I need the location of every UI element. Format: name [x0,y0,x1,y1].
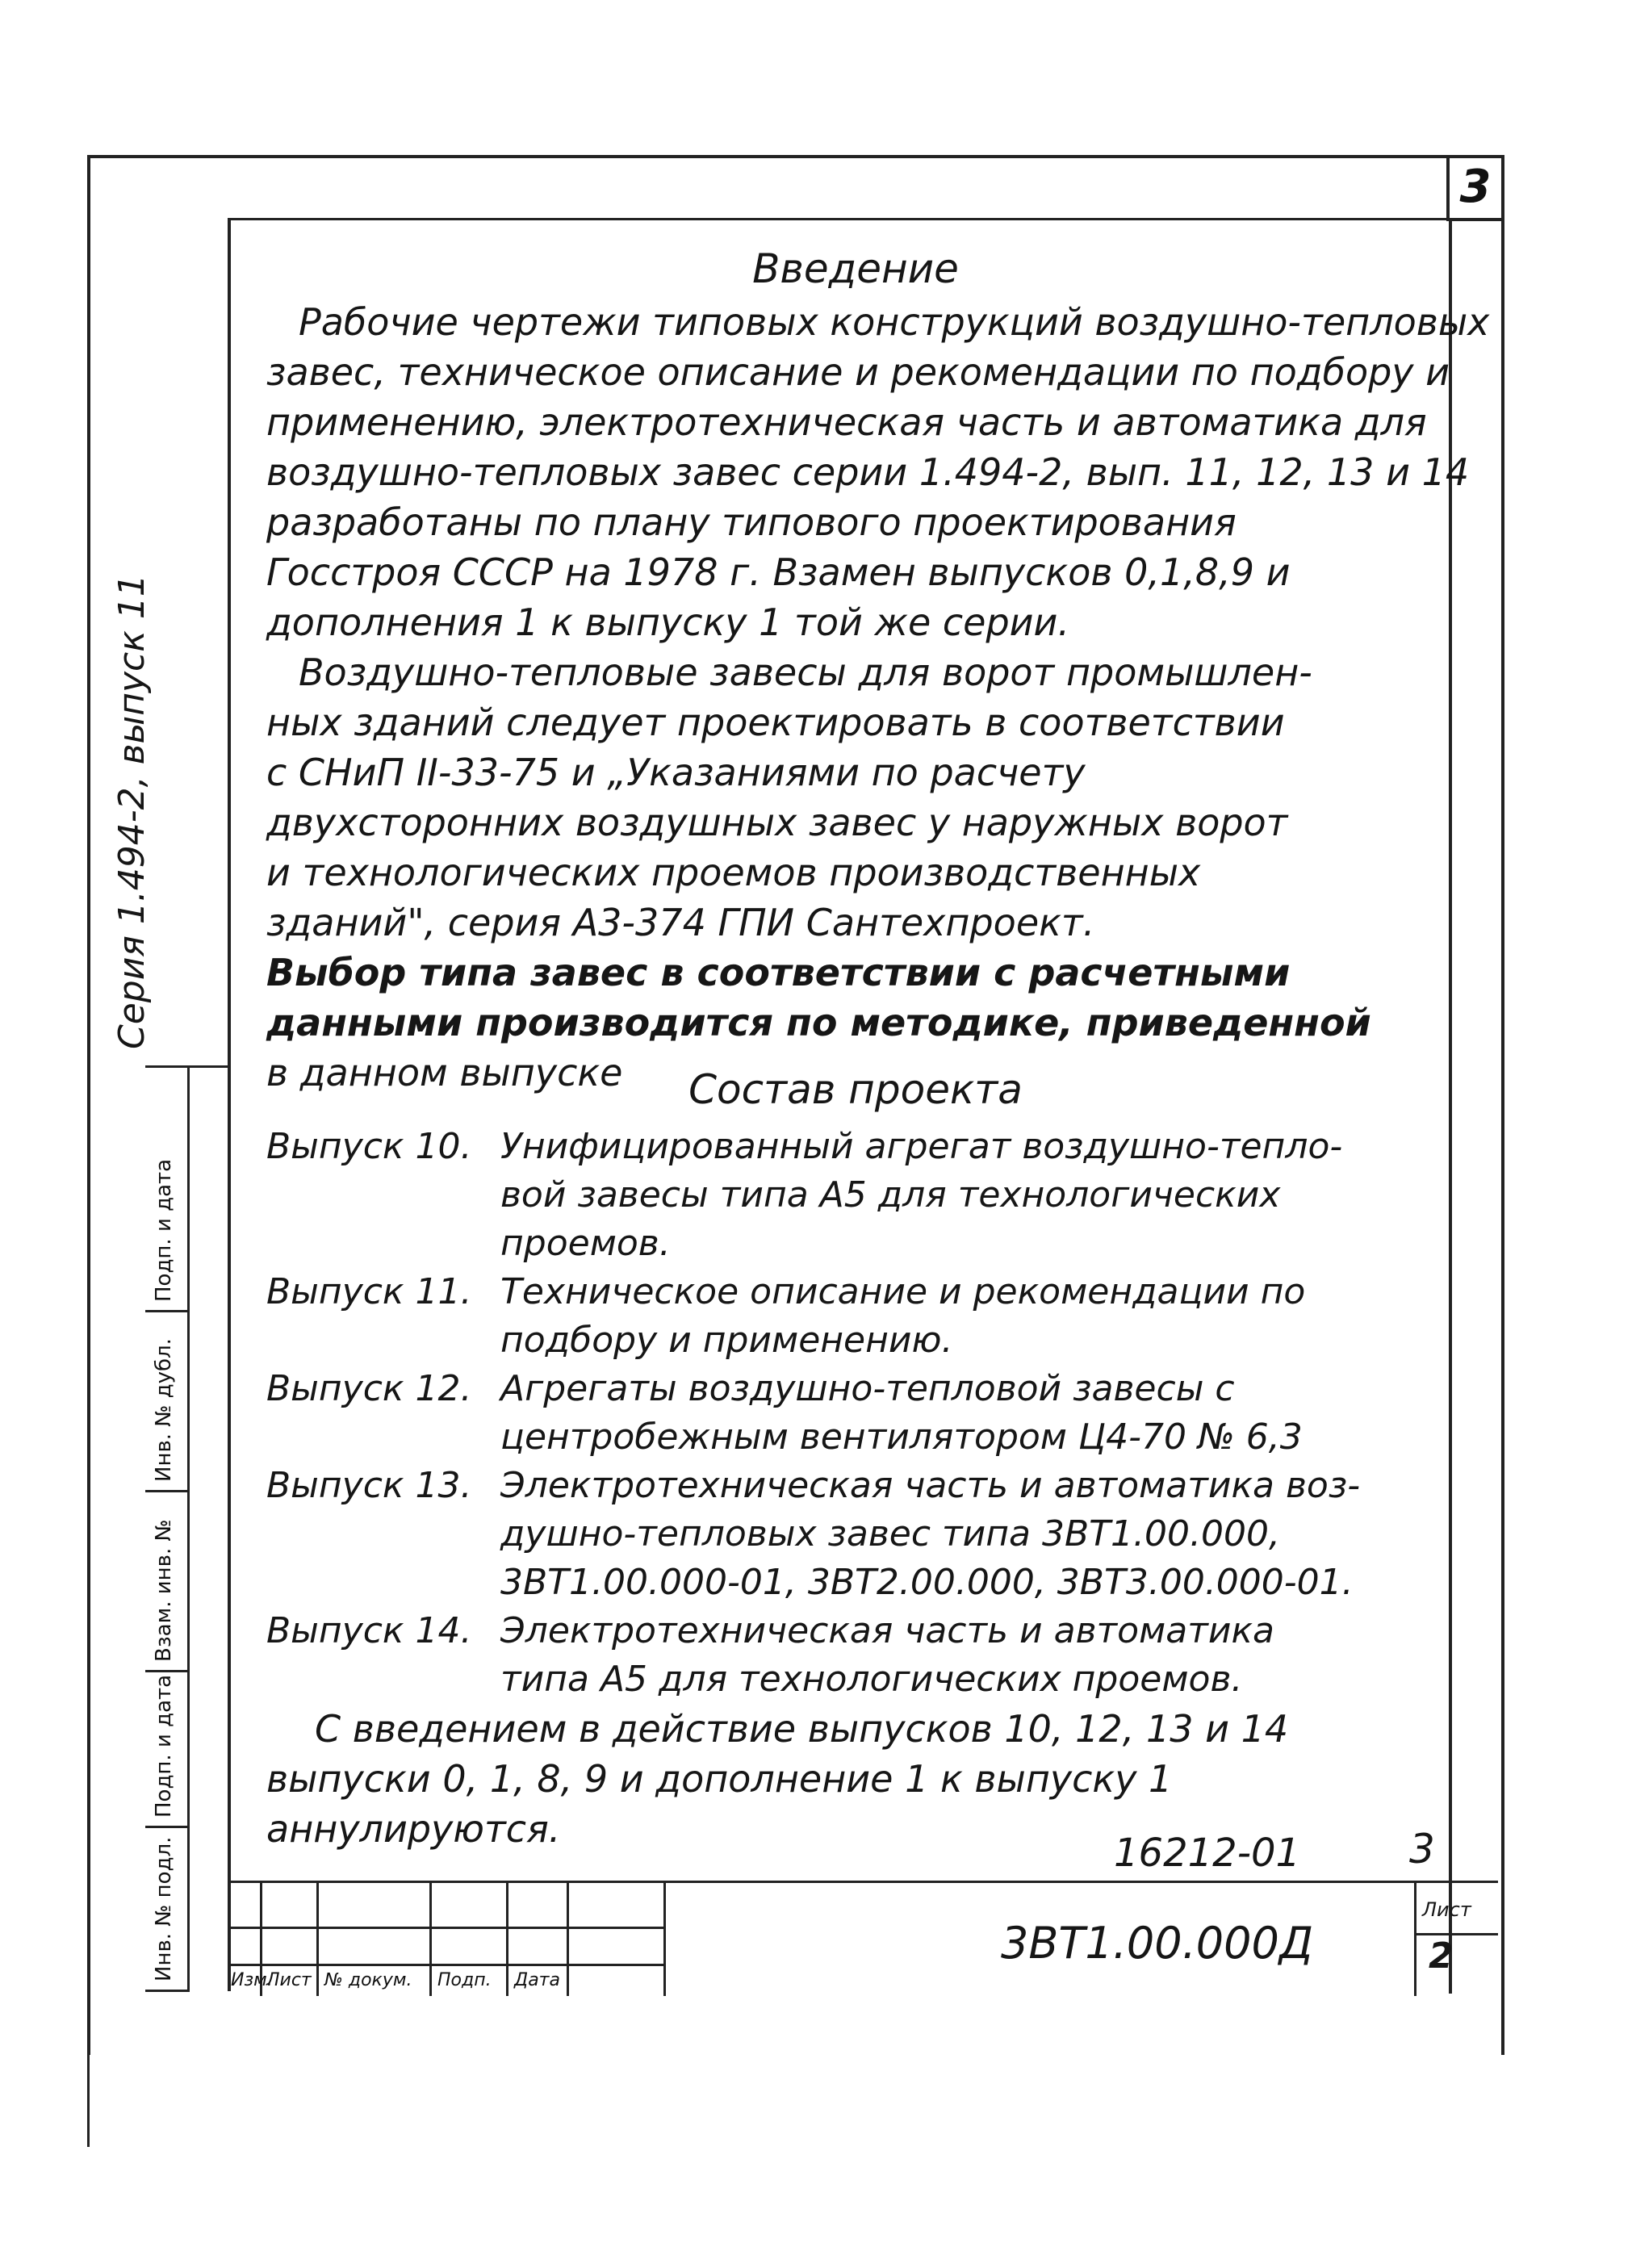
document-number: 16212-01 [1114,1831,1301,1876]
intro-line: Воздушно-тепловые завесы для ворот промышлен- [299,651,1312,694]
title-block-divider [506,1883,508,1996]
intro-heading: Введение [752,245,959,292]
sheet-label: Лист [1422,1898,1471,1921]
stamp-cell-5 [145,1828,190,1992]
title-block-divider [429,1883,432,1996]
sheet-value: 2 [1429,1935,1454,1977]
document-sheet-number: 3 [1409,1826,1435,1873]
issue-line: 3ВТ1.00.000-01, 3ВТ2.00.000, 3ВТ3.00.000-01. [500,1562,1354,1603]
title-block-divider [567,1883,569,1996]
issue-line: Электротехническая часть и автоматика воз- [500,1465,1361,1506]
column-label: Лист [266,1970,312,1990]
stamp-label: Подп. и дата [152,1158,176,1302]
intro-line: в данном выпуске [266,1051,623,1094]
title-block-divider [1414,1883,1416,1996]
issue-line: типа А5 для технологических проемов. [500,1659,1243,1700]
intro-line: завес, техническое описание и рекомендации по подбору и [266,350,1450,394]
intro-line: Рабочие чертежи типовых конструкций воздушно-тепловых [299,300,1490,344]
issue-line: вой завесы типа А5 для технологических [500,1174,1281,1216]
issue-line: Электротехническая часть и автоматика [500,1610,1274,1651]
title-block-rule [228,1927,663,1929]
margin-line [87,2050,90,2147]
page-number-box [1446,155,1501,221]
stamp-label: Подп. и дата [152,1674,176,1818]
issue-label: Выпуск 13. [266,1465,472,1506]
stamp-cell-2 [145,1312,190,1492]
intro-line: зданий", серия А3-374 ГПИ Сантехпроект. [266,901,1095,944]
intro-line: ных зданий следует проектировать в соответствии [266,701,1285,744]
issue-item [266,1607,1445,1704]
issue-line: Техническое описание и рекомендации по [500,1271,1306,1312]
intro-line: данными производится по методике, приведенной [266,1001,1371,1044]
issue-label: Выпуск 14. [266,1610,472,1651]
introduction [266,241,1490,1098]
column-label: Дата [514,1970,560,1990]
title-block-rule [228,1964,663,1966]
closing-line: аннулируются. [266,1807,561,1851]
closing-line: выпуски 0, 1, 8, 9 и дополнение 1 к выпуску 1 [266,1757,1173,1801]
issue-line: подбору и применению. [500,1320,953,1361]
closing-line: С введением в действие выпусков 10, 12, 13 и 14 [315,1707,1289,1751]
issue-item [266,1365,1445,1462]
stamp-cell-3 [145,1492,190,1672]
page-number: 3 [1459,160,1492,213]
stamp-cell-4 [145,1672,190,1828]
issue-label: Выпуск 10. [266,1126,472,1167]
issue-item [266,1462,1445,1607]
document-code: 3ВТ1.00.000Д [1001,1918,1314,1969]
issue-line: проемов. [500,1223,671,1264]
intro-line: применению, электротехническая часть и автоматика для [266,400,1427,444]
issue-line: душно-тепловых завес типа 3ВТ1.00.000, [500,1513,1280,1555]
intro-line: дополнения 1 к выпуску 1 той же серии. [266,600,1070,644]
project-composition [266,1061,1445,1854]
issue-label: Выпуск 11. [266,1271,472,1312]
side-series-note: Серия 1.494-2, выпуск 11 [111,574,153,1049]
intro-line: воздушно-тепловых завес серии 1.494-2, вып. 11, 12, 13 и 14 [266,450,1470,494]
title-block-divider [316,1883,319,1996]
stamp-label: Взам. инв. № [152,1519,176,1662]
stamp-label: Инв. № дубл. [152,1338,176,1482]
issue-line: центробежным вентилятором Ц4-70 № 6,3 [500,1416,1303,1458]
issue-line: Унифицированный агрегат воздушно-тепло- [500,1126,1343,1167]
column-label: Изм. [231,1970,273,1990]
intro-line: двухсторонних воздушных завес у наружных ворот [266,801,1288,844]
column-label: № докум. [324,1970,412,1990]
composition-heading: Состав проекта [688,1066,1023,1113]
stamp-cell-1 [145,1068,190,1312]
column-label: Подп. [437,1970,492,1990]
issue-label: Выпуск 12. [266,1368,472,1409]
intro-line: разработаны по плану типового проектирования [266,500,1237,544]
intro-line: Выбор типа завес в соответствии с расчетными [266,951,1291,994]
stamp-label: Инв. № подл. [152,1836,176,1981]
intro-line: Госстроя СССР на 1978 г. Взамен выпусков 0,1,8,9 и [266,550,1291,594]
title-block-divider [663,1883,666,1996]
intro-line: и технологических проемов производственных [266,851,1201,894]
issue-item [266,1123,1445,1268]
title-block-rule [1414,1933,1498,1935]
issue-item [266,1268,1445,1365]
issue-line: Агрегаты воздушно-тепловой завесы с [500,1368,1235,1409]
side-stamp [145,1065,228,1991]
intro-line: с СНиП II-33-75 и „Указаниями по расчету [266,751,1086,794]
